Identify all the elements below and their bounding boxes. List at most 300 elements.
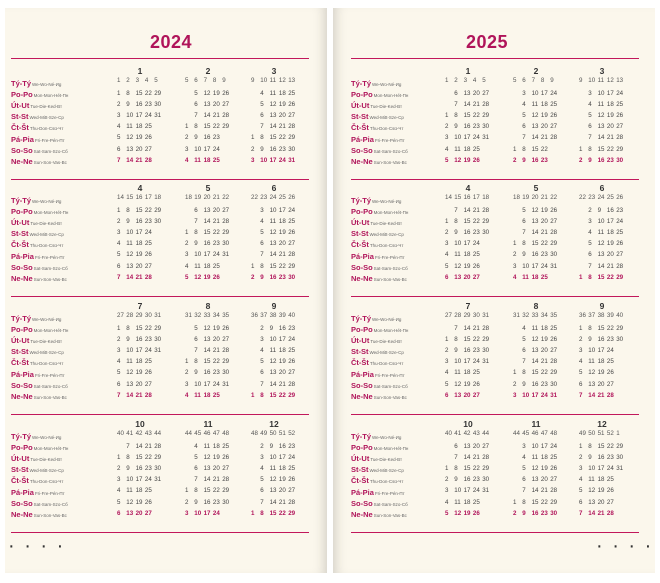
calendar-day: 4 bbox=[260, 347, 264, 355]
calendar-day: 19 bbox=[135, 251, 143, 259]
calendar-day: 6 bbox=[117, 262, 121, 270]
calendar-day: 9 bbox=[126, 336, 130, 344]
calendar-day: 26 bbox=[472, 156, 480, 164]
weekday-translations: Thu-Don-Csü-Чт bbox=[29, 243, 64, 249]
weekday-label bbox=[351, 196, 401, 205]
calendar-day: 8 bbox=[454, 218, 458, 226]
calendar-day: 10 bbox=[454, 240, 462, 248]
week-number: 17 bbox=[472, 194, 480, 201]
month-number: 12 bbox=[597, 419, 607, 429]
calendar-day: 24 bbox=[288, 336, 296, 344]
calendar-day: 18 bbox=[135, 487, 143, 495]
calendar-day: 23 bbox=[144, 465, 152, 473]
calendar-day: 2 bbox=[117, 218, 121, 226]
calendar-day: 2 bbox=[117, 465, 121, 473]
weekday-label bbox=[351, 499, 408, 508]
calendar-day: 14 bbox=[203, 218, 211, 226]
calendar-day: 10 bbox=[269, 454, 277, 462]
calendar-day: 21 bbox=[135, 391, 143, 399]
week-number: 22 bbox=[550, 194, 558, 201]
calendar-day: 23 bbox=[212, 498, 220, 506]
weekday-translations: Wed-Mitt-Sze-Ср bbox=[369, 115, 404, 121]
calendar-day: 18 bbox=[463, 145, 471, 153]
calendar-day: 12 bbox=[597, 240, 605, 248]
calendar-day: 20 bbox=[212, 336, 220, 344]
calendar-day: 2 bbox=[260, 443, 264, 450]
calendar-day: 25 bbox=[540, 273, 548, 281]
weekday-abbr: St-St bbox=[11, 112, 29, 122]
calendar-day: 19 bbox=[597, 369, 605, 377]
weekday-translations: Thu-Don-Csü-Чт bbox=[29, 479, 64, 485]
calendar-day: 26 bbox=[616, 112, 624, 120]
calendar-day: 14 bbox=[126, 391, 134, 399]
calendar-day: 7 bbox=[522, 134, 526, 142]
calendar-day: 26 bbox=[550, 112, 558, 120]
weekday-translations: Sun-Son-Vas-Вс bbox=[373, 159, 407, 165]
calendar-day: 24 bbox=[212, 251, 220, 259]
calendar-day: 8 bbox=[260, 509, 264, 517]
calendar-day: 3 bbox=[185, 145, 189, 153]
weekday-abbr: So-So bbox=[11, 498, 33, 508]
calendar-day: 18 bbox=[278, 347, 286, 355]
week-number: 32 bbox=[194, 312, 202, 319]
calendar-day: 7 bbox=[588, 134, 592, 142]
calendar-day: 28 bbox=[482, 101, 490, 109]
calendar-day: 16 bbox=[597, 454, 605, 462]
calendar-day: 26 bbox=[222, 325, 230, 332]
calendar-day: 18 bbox=[278, 90, 286, 97]
calendar-day: 19 bbox=[540, 336, 548, 344]
calendar-day: 15 bbox=[597, 273, 605, 281]
calendar-day: 8 bbox=[260, 391, 264, 399]
calendar-day: 17 bbox=[540, 443, 548, 450]
calendar-day: 10 bbox=[126, 112, 134, 120]
calendar-day: 25 bbox=[222, 443, 230, 450]
calendar-day: 30 bbox=[154, 101, 162, 109]
calendar-day: 6 bbox=[194, 465, 198, 473]
calendar-day: 8 bbox=[454, 336, 458, 344]
calendar-day: 25 bbox=[472, 498, 480, 506]
week-number: 52 bbox=[606, 430, 614, 437]
weekday-translations: Tue-Die-Ked-Вт bbox=[370, 104, 403, 110]
calendar-day: 8 bbox=[588, 273, 592, 281]
weekday-label bbox=[11, 370, 65, 379]
calendar-day: 21 bbox=[540, 229, 548, 237]
month-number: 2 bbox=[533, 66, 539, 76]
calendar-day: 7 bbox=[194, 112, 198, 120]
calendar-day: 31 bbox=[154, 347, 162, 355]
calendar-day: 5 bbox=[588, 112, 592, 120]
weekday-label bbox=[11, 443, 68, 452]
week-number: 28 bbox=[126, 312, 134, 319]
calendar-day: 22 bbox=[472, 112, 480, 120]
calendar-day: 22 bbox=[606, 325, 614, 332]
weekday-translations: We-Wo-Né-Иg bbox=[32, 199, 62, 204]
calendar-day: 1 bbox=[185, 123, 189, 131]
calendar-day: 21 bbox=[606, 262, 614, 270]
calendar-day: 20 bbox=[212, 465, 220, 473]
calendar-day: 10 bbox=[454, 487, 462, 495]
calendar-day: 12 bbox=[126, 251, 134, 259]
calendar-day: 5 bbox=[522, 465, 526, 473]
calendar-day: 11 bbox=[126, 487, 133, 495]
week-number: 18 bbox=[482, 194, 490, 201]
month-number: 8 bbox=[533, 301, 539, 311]
weekday-label bbox=[351, 314, 401, 323]
calendar-day: 17 bbox=[278, 454, 286, 462]
weekday-abbr: Pá-Pia bbox=[351, 251, 374, 261]
week-number: 29 bbox=[463, 312, 471, 319]
calendar-day: 7 bbox=[522, 487, 526, 495]
weekday-translations: Sat-Sam-Szo-Сб bbox=[33, 501, 68, 507]
calendar-day: 10 bbox=[269, 336, 277, 344]
weekday-abbr: Út-Ut bbox=[351, 336, 370, 346]
week-number: 9 bbox=[251, 77, 255, 84]
calendar-day: 18 bbox=[606, 229, 614, 237]
calendar-day: 5 bbox=[194, 454, 198, 462]
calendar-day: 25 bbox=[212, 391, 220, 399]
calendar-day: 27 bbox=[550, 476, 558, 484]
weekday-translations: Sun-Son-Vas-Вс bbox=[373, 512, 407, 518]
calendar-day: 27 bbox=[222, 207, 230, 214]
calendar-day: 18 bbox=[531, 273, 539, 281]
calendar-day: 30 bbox=[482, 123, 490, 131]
calendar-day: 21 bbox=[278, 251, 286, 259]
weekday-label bbox=[351, 443, 408, 452]
week-number: 40 bbox=[117, 430, 124, 437]
calendar-day: 12 bbox=[203, 325, 211, 332]
calendar-day: 27 bbox=[144, 380, 152, 388]
week-number: 27 bbox=[117, 312, 124, 319]
weekday-translations: Sun-Son-Vas-Вс bbox=[33, 512, 67, 518]
week-number: 2 bbox=[126, 77, 130, 84]
calendar-day: 24 bbox=[550, 443, 558, 450]
weekday-label bbox=[11, 465, 64, 474]
calendar-day: 5 bbox=[260, 358, 264, 366]
week-number: 47 bbox=[540, 430, 548, 437]
calendar-day: 17 bbox=[597, 465, 605, 473]
calendar-day: 19 bbox=[540, 112, 548, 120]
calendar-day: 4 bbox=[445, 369, 449, 377]
weekday-translations: Wed-Mitt-Sze-Ср bbox=[29, 468, 64, 474]
calendar-day: 16 bbox=[135, 218, 143, 226]
calendar-day: 12 bbox=[531, 112, 539, 120]
weekday-label bbox=[11, 358, 64, 367]
calendar-day: 19 bbox=[212, 325, 220, 332]
calendar-day: 5 bbox=[117, 134, 121, 142]
calendar-day: 17 bbox=[278, 336, 286, 344]
calendar-day: 22 bbox=[144, 325, 152, 332]
calendar-day: 14 bbox=[269, 251, 277, 259]
calendar-day: 2 bbox=[445, 476, 449, 484]
calendar-day: 27 bbox=[472, 391, 480, 399]
calendar-day: 18 bbox=[278, 218, 286, 226]
calendar-day: 11 bbox=[126, 358, 133, 366]
weekday-translations: Thu-Don-Csü-Чт bbox=[369, 126, 404, 132]
calendar-day: 23 bbox=[540, 251, 548, 259]
calendar-day: 29 bbox=[222, 229, 230, 237]
week-number: 52 bbox=[288, 430, 296, 437]
calendar-day: 14 bbox=[269, 498, 277, 506]
calendar-day: 21 bbox=[472, 454, 480, 462]
calendar-day: 17 bbox=[597, 347, 605, 355]
calendar-day: 2 bbox=[513, 509, 517, 517]
week-number: 36 bbox=[579, 312, 586, 319]
weekday-translations: Sat-Sam-Szo-Сб bbox=[33, 383, 68, 389]
calendar-day: 25 bbox=[616, 101, 624, 109]
calendar-day: 6 bbox=[579, 380, 583, 388]
calendar-day: 22 bbox=[144, 90, 152, 97]
calendar-day: 30 bbox=[154, 465, 162, 473]
weekday-abbr: Tý-Tý bbox=[351, 79, 372, 88]
week-number: 10 bbox=[260, 77, 268, 84]
week-number: 31 bbox=[154, 312, 162, 319]
calendar-day: 18 bbox=[540, 101, 548, 109]
weekday-abbr: Út-Ut bbox=[11, 454, 30, 464]
calendar-day: 20 bbox=[135, 380, 143, 388]
calendar-day: 16 bbox=[135, 101, 143, 109]
weekday-translations: Sun-Son-Vas-Вс bbox=[33, 276, 67, 282]
calendar-day: 22 bbox=[540, 498, 548, 506]
week-number: 32 bbox=[522, 312, 530, 319]
calendar-day: 31 bbox=[550, 262, 558, 270]
calendar-day: 28 bbox=[606, 391, 614, 399]
calendar-day: 13 bbox=[203, 207, 211, 214]
weekday-label bbox=[351, 207, 408, 216]
calendar-day: 25 bbox=[144, 240, 152, 248]
calendar-day: 8 bbox=[260, 262, 264, 270]
week-number: 36 bbox=[251, 312, 258, 319]
calendar-day: 28 bbox=[288, 498, 296, 506]
week-number: 3 bbox=[463, 77, 468, 84]
calendar-day: 23 bbox=[606, 336, 614, 344]
week-number: 50 bbox=[588, 430, 596, 437]
calendar-day: 28 bbox=[144, 156, 152, 164]
calendar-day: 1 bbox=[185, 358, 189, 366]
calendar-day: 1 bbox=[513, 240, 517, 248]
calendar-day: 31 bbox=[482, 358, 490, 366]
weekday-translations: We-Wo-Né-Иg bbox=[372, 199, 402, 204]
weekday-abbr: Po-Po bbox=[351, 207, 373, 217]
weekday-abbr: Út-Ut bbox=[11, 218, 30, 228]
weekday-label bbox=[11, 314, 61, 323]
weekday-abbr: St-St bbox=[11, 229, 29, 239]
calendar-day: 29 bbox=[616, 325, 624, 332]
calendar-day: 18 bbox=[463, 369, 471, 377]
calendar-day: 11 bbox=[454, 369, 461, 377]
weekday-translations: Mon-Mon-Hét-Пн bbox=[33, 210, 69, 216]
calendar-day: 23 bbox=[472, 347, 480, 355]
weekday-translations: Mon-Mon-Hét-Пн bbox=[373, 210, 409, 216]
calendar-day: 27 bbox=[288, 369, 296, 377]
calendar-day: 8 bbox=[454, 112, 458, 120]
calendar-day: 3 bbox=[185, 251, 189, 259]
calendar-day: 28 bbox=[288, 251, 296, 259]
weekday-label bbox=[11, 476, 64, 485]
separator-rule bbox=[351, 414, 639, 415]
weekday-abbr: St-St bbox=[351, 347, 369, 357]
week-number: 14 bbox=[117, 194, 124, 201]
calendar-day: 22 bbox=[606, 145, 614, 153]
calendar-day: 13 bbox=[203, 101, 211, 109]
weekday-translations: Tue-Die-Ked-Вт bbox=[370, 457, 403, 463]
calendar-day: 28 bbox=[550, 358, 558, 366]
weekday-label bbox=[351, 79, 401, 88]
weekday-abbr: Út-Ut bbox=[351, 218, 370, 228]
calendar-day: 4 bbox=[522, 325, 526, 332]
calendar-day: 29 bbox=[482, 465, 490, 473]
calendar-day: 27 bbox=[550, 218, 558, 226]
calendar-day: 22 bbox=[212, 358, 220, 366]
weekday-abbr: Út-Ut bbox=[11, 101, 30, 111]
calendar-day: 18 bbox=[203, 262, 211, 270]
weekday-translations: Fri-Fre-Pén-Пт bbox=[34, 137, 65, 143]
separator-rule bbox=[11, 414, 309, 415]
weekday-label bbox=[11, 263, 68, 272]
calendar-day: 7 bbox=[579, 509, 583, 517]
calendar-day: 20 bbox=[540, 347, 548, 355]
calendar-day: 2 bbox=[445, 123, 449, 131]
week-number: 45 bbox=[522, 430, 530, 437]
calendar-day: 10 bbox=[454, 358, 462, 366]
calendar-day: 3 bbox=[522, 90, 526, 97]
calendar-day: 19 bbox=[203, 273, 211, 281]
calendar-day: 27 bbox=[288, 487, 296, 495]
calendar-day: 27 bbox=[616, 123, 624, 131]
calendar-day: 17 bbox=[463, 487, 471, 495]
weekday-label bbox=[11, 90, 68, 99]
calendar-day: 2 bbox=[579, 336, 583, 344]
weekday-abbr: St-St bbox=[351, 465, 369, 475]
month-number: 5 bbox=[533, 183, 539, 193]
week-number: 12 bbox=[606, 77, 614, 84]
calendar-day: 16 bbox=[135, 465, 143, 473]
calendar-day: 11 bbox=[126, 123, 133, 131]
weekday-abbr: Tý-Tý bbox=[11, 196, 32, 205]
calendar-day: 12 bbox=[126, 498, 134, 506]
weekday-label bbox=[11, 229, 64, 238]
calendar-day: 2 bbox=[260, 325, 264, 332]
calendar-day: 7 bbox=[194, 347, 198, 355]
calendar-day: 23 bbox=[606, 454, 614, 462]
calendar-day: 1 bbox=[251, 509, 255, 517]
calendar-day: 28 bbox=[550, 487, 558, 495]
weekday-label bbox=[11, 252, 65, 261]
calendar-day: 29 bbox=[616, 443, 624, 450]
weekday-abbr: Pá-Pia bbox=[351, 134, 374, 144]
calendar-day: 16 bbox=[531, 251, 539, 259]
calendar-day: 2 bbox=[251, 273, 255, 281]
calendar-day: 18 bbox=[203, 156, 211, 164]
calendar-day: 23 bbox=[212, 134, 220, 142]
week-number: 33 bbox=[531, 312, 539, 319]
calendar-day: 1 bbox=[513, 145, 517, 153]
calendar-day: 3 bbox=[579, 465, 583, 473]
calendar-day: 19 bbox=[278, 358, 286, 366]
calendar-day: 14 bbox=[126, 156, 134, 164]
calendar-day: 14 bbox=[597, 134, 605, 142]
weekday-label bbox=[351, 454, 402, 463]
calendar-day: 19 bbox=[463, 262, 471, 270]
calendar-day: 23 bbox=[288, 325, 296, 332]
calendar-day: 14 bbox=[269, 380, 277, 388]
calendar-day: 2 bbox=[117, 336, 121, 344]
weekday-abbr: So-So bbox=[11, 145, 33, 155]
weekday-translations: Sat-Sam-Szo-Сб bbox=[373, 383, 408, 389]
calendar-day: 11 bbox=[531, 101, 539, 109]
weekday-abbr: Pá-Pia bbox=[11, 134, 34, 144]
calendar-day: 12 bbox=[126, 134, 134, 142]
calendar-day: 10 bbox=[260, 156, 268, 164]
calendar-day: 14 bbox=[203, 112, 211, 120]
calendar-day: 4 bbox=[579, 476, 583, 484]
calendar-day: 30 bbox=[222, 498, 230, 506]
calendar-day: 29 bbox=[616, 145, 624, 153]
week-number: 15 bbox=[454, 194, 462, 201]
calendar-day: 16 bbox=[278, 443, 286, 450]
calendar-day: 3 bbox=[185, 380, 189, 388]
calendar-day: 21 bbox=[540, 134, 548, 142]
calendar-day: 12 bbox=[531, 207, 539, 214]
calendar-day: 26 bbox=[550, 465, 558, 473]
calendar-day: 11 bbox=[194, 262, 201, 270]
weekday-translations: Wed-Mitt-Sze-Ср bbox=[369, 350, 404, 356]
calendar-day: 9 bbox=[454, 123, 458, 131]
calendar-day: 7 bbox=[579, 391, 583, 399]
weekday-translations: Fri-Fre-Pén-Пт bbox=[34, 490, 65, 496]
calendar-day: 22 bbox=[540, 369, 548, 377]
calendar-day: 29 bbox=[222, 358, 230, 366]
calendar-day: 16 bbox=[269, 145, 277, 153]
month-number: 10 bbox=[135, 419, 145, 429]
weekday-translations: Tue-Die-Ked-Вт bbox=[30, 104, 63, 110]
weekday-label bbox=[11, 336, 62, 345]
weekday-translations: We-Wo-Né-Иg bbox=[32, 82, 62, 87]
month-number: 4 bbox=[465, 183, 471, 193]
calendar-day: 28 bbox=[616, 134, 624, 142]
weekday-label bbox=[11, 101, 62, 110]
weekday-abbr: Út-Ut bbox=[351, 101, 370, 111]
calendar-day: 14 bbox=[135, 443, 143, 450]
calendar-day: 30 bbox=[222, 240, 230, 248]
calendar-day: 23 bbox=[144, 101, 152, 109]
calendar-day: 4 bbox=[445, 251, 449, 259]
calendar-day: 1 bbox=[117, 207, 121, 214]
week-number: 31 bbox=[513, 312, 520, 319]
calendar-day: 2 bbox=[185, 134, 189, 142]
calendar-day: 15 bbox=[203, 487, 211, 495]
week-number: 4 bbox=[144, 77, 149, 84]
calendar-day: 29 bbox=[482, 218, 490, 226]
calendar-day: 24 bbox=[212, 380, 220, 388]
calendar-day: 19 bbox=[463, 380, 471, 388]
weekday-label bbox=[351, 488, 405, 497]
calendar-day: 22 bbox=[278, 134, 286, 142]
week-number: 46 bbox=[531, 430, 539, 437]
week-number: 11 bbox=[597, 77, 605, 84]
top-rule bbox=[351, 58, 639, 59]
weekday-translations: Mon-Mon-Hét-Пн bbox=[373, 446, 409, 452]
weekday-translations: Sat-Sam-Szo-Сб bbox=[373, 501, 408, 507]
calendar-day: 6 bbox=[454, 90, 458, 97]
week-number: 34 bbox=[212, 312, 220, 319]
weekday-translations: Sat-Sam-Szo-Сб bbox=[33, 148, 68, 154]
month-number: 4 bbox=[137, 183, 143, 193]
weekday-abbr: Čt-Št bbox=[351, 476, 369, 486]
calendar-day: 17 bbox=[135, 347, 143, 355]
calendar-day: 29 bbox=[288, 262, 296, 270]
calendar-day: 8 bbox=[588, 325, 592, 332]
